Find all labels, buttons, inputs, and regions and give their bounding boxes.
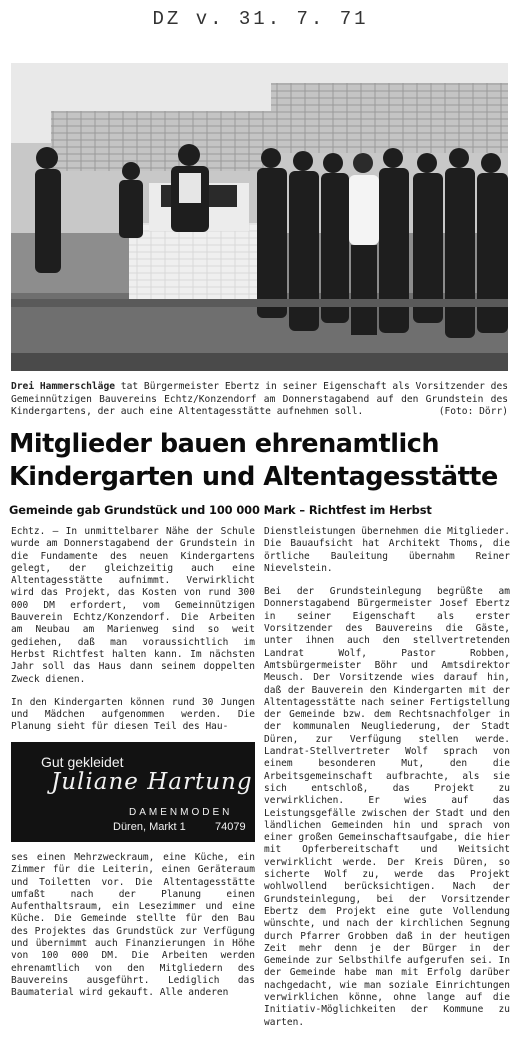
- article-headline: [9, 428, 514, 494]
- caption-text: tat Bürgermeister Ebertz in seiner Eigenschaft als Vorsitzender des Gemeinnützigen Bauvereins Echtz/Konzendorf am Donnerstagabend auf den Grundstein des Kindergartens, der auch eine Altentagesstätte aufnehmen soll.: [11, 381, 509, 418]
- headline-line-2: Kindergarten und Altentagesstätte: [9, 462, 498, 492]
- ad-store-name: Juliane Hartung: [51, 769, 253, 795]
- ad-slogan: Gut gekleidet: [41, 754, 124, 770]
- archive-date-stamp: DZ v. 31. 7. 71: [152, 8, 369, 30]
- article-subheadline: Gemeinde gab Grundstück und 100 000 Mark – Richtfest im Herbst: [9, 503, 432, 517]
- ad-phone: 74079: [215, 821, 246, 833]
- article-paragraph: Bei der Grundsteinlegung begrüßte am Donnerstagabend Bürgermeister Josef Ebertz in seiner Eigenschaft als erster Vorsitzender des Bauvereins die Gäste, unter ihnen auch den stellvertretenden Landrat Wolf, Pastor Robben, Amtsbürgermeister Böhr und Amtsdirektor Meusch. Der Vorsitzende wies darauf hin, daß der Bauverein den Kindergarten mit der Altentagesstätte nach seiner Fertigstellung der Gemeinde bzw. dem Rechtsnachfolger in der kommunalen Neugliederung, der Stadt Düren, zur Verfügung stellen werde. Landrat-Stellvertreter Wolf sprach von einem besonderen Mut, den die Arbeitsgemeinschaft aufbrachte, als sie sich entschloß, das Projekt zu verwirklichen. Er wies auf das Leistungsgefälle zwischen der Stadt und den ländlichen Gemeinden hin und sprach von einer großen Gemeinschaftsaufgabe, die hier mit Opferbereitschaft und Weitsicht verwirklicht werde. Der Kreis Düren, so sicherte Wolf zu, werde das Projekt wohlwollend berücksichtigen. Nach der Grundsteinlegung, bei der Vorsitzender Ebertz dem Projekt eine gute Vollendung wünschte, und nach der kirchlichen Segnung durch Pfarrer Grobben daß in der heutigen Zeit mehr denn je der Bürger in der Gemeinde zur Selbsthilfe aufgerufen sei. In der Gemeinde habe man mit Erfolg darüber nachgedacht, wie man soziale Einrichtungen verwirklichen könne, ohne lange auf die Initiativ-Möglichkeiten der Kommune zu warten.: [264, 586, 510, 1028]
- article-paragraph: ses einen Mehrzweckraum, eine Küche, ein Zimmer für die Leiterin, einen Geräteraum und Toiletten vor. Die Altentagesstätte umfaßt nach der Planung einen Aufenthaltsraum, ein Lesezimmer und eine Küche. Die Gemeinde stellte für den Bau des Projektes das Grundstück zur Verfügung und übernimmt auch Finanzierungen in Höhe von 100 000 DM. Die Arbeiten werden ehrenamtlich von den Mitgliedern des Bauvereins ausgeführt. Lediglich das Baumaterial wird gekauft. Alle anderen: [11, 852, 255, 999]
- ad-store-type: DAMENMODEN: [129, 807, 233, 818]
- advertisement: [11, 742, 255, 842]
- photo-credit: (Foto: Dörr): [438, 406, 508, 418]
- caption-lead: Drei Hammerschläge: [11, 381, 115, 392]
- photo-caption: [11, 381, 508, 419]
- ad-address: Düren, Markt 1: [113, 821, 186, 833]
- article-paragraph: Dienstleistungen übernehmen die Mitglieder. Die Bauaufsicht hat Architekt Thoms, die örtliche Bauleitung übernahm Reiner Nievelstein.: [264, 526, 510, 574]
- article-column-1-top: [11, 526, 255, 745]
- photo-illustration: [11, 63, 508, 371]
- article-column-2: [264, 526, 510, 1040]
- headline-line-1: Mitglieder bauen ehrenamtlich: [9, 429, 439, 459]
- article-paragraph: Echtz. — In unmittelbarer Nähe der Schule wurde am Donnerstagabend der Grundstein in die Fundamente des neuen Kindergartens gelegt, der gleichzeitig auch eine Altentagesstätte aufnimmt. Verwirklicht wird das Projekt, das Kosten von rund 300 000 DM erfordert, vom Gemeinnützigen Bauverein Echtz/Konzendorf. Die Arbeiten am Neubau am Marienweg sind so weit gediehen, daß man voraussichtlich im Herbst Richtfest halten kann. Im nächsten Jahr soll das Haus dann seinem doppelten Zweck dienen.: [11, 526, 255, 685]
- news-photo: [11, 63, 508, 371]
- article-paragraph: In den Kindergarten können rund 30 Jungen und Mädchen aufgenommen werden. Die Planung sieht für diesen Teil des Hau-: [11, 696, 255, 733]
- article-column-1-bottom: [11, 852, 255, 1011]
